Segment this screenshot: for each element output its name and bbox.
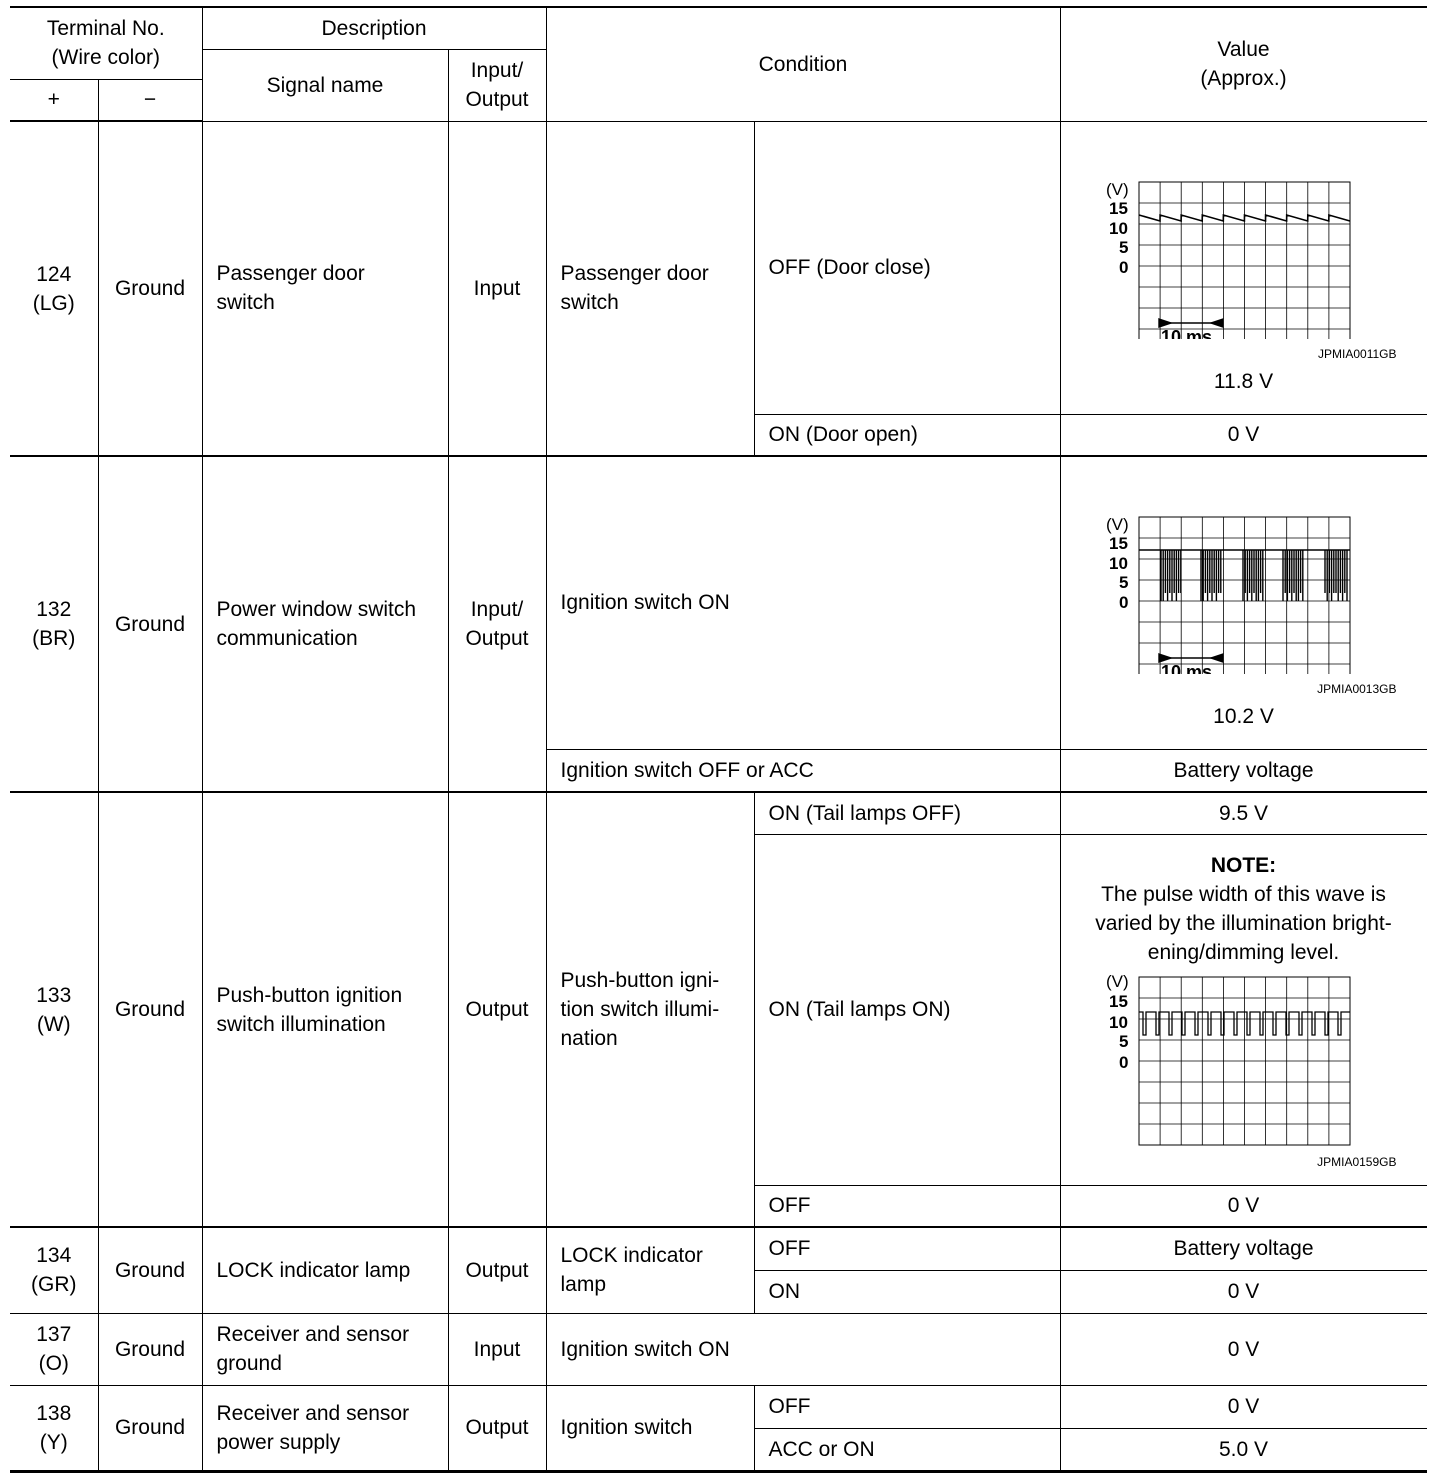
- signal-124: Passenger door switch: [202, 121, 448, 456]
- io-134: Output: [448, 1227, 546, 1313]
- waveform-124: [1061, 139, 1427, 361]
- value-124-off: [1060, 121, 1427, 414]
- wave-y5-133: 5: [1118, 1031, 1128, 1051]
- sub-condition-138-off: OFF: [754, 1385, 1060, 1428]
- terminal-134: 134 (GR): [10, 1227, 98, 1313]
- header-signal-name: Signal name: [202, 49, 448, 121]
- waveform-trace-124: [1139, 215, 1350, 221]
- ground-132: Ground: [98, 456, 202, 792]
- sub-condition-133-tail-on: ON (Tail lamps ON): [754, 834, 1060, 1185]
- wave-y15-124: 15: [1108, 199, 1128, 218]
- wave-y10-124: 10: [1108, 219, 1128, 238]
- waveform-chart-133: [1061, 967, 1427, 1147]
- value-134-on: 0 V: [1060, 1270, 1427, 1313]
- value-text-132: 10.2 V: [1213, 705, 1274, 729]
- terminal-table-sheet: [10, 6, 1427, 1473]
- signal-134: LOCK indicator lamp: [202, 1227, 448, 1313]
- io-138: Output: [448, 1385, 546, 1471]
- io-137: Input: [448, 1313, 546, 1385]
- header-condition: Condition: [546, 7, 1060, 121]
- io-133: Output: [448, 792, 546, 1227]
- wave-y0-133: 0: [1118, 1052, 1128, 1072]
- ground-124: Ground: [98, 121, 202, 456]
- value-133-tail-off: 9.5 V: [1060, 792, 1427, 834]
- figure-code-133: JPMIA0159GB: [1317, 1154, 1397, 1169]
- terminal-table: [10, 6, 1427, 1473]
- value-132-on: [1060, 456, 1427, 749]
- ground-134: Ground: [98, 1227, 202, 1313]
- header-description: Description: [202, 7, 546, 49]
- header-minus: −: [98, 79, 202, 121]
- note-line-3: ening/dimming level.: [1147, 940, 1340, 964]
- ground-138: Ground: [98, 1385, 202, 1471]
- figure-code-132: JPMIA0013GB: [1317, 682, 1397, 697]
- condition-137: Ignition switch ON: [546, 1313, 1060, 1385]
- terminal-133: 133 (W): [10, 792, 98, 1227]
- wave-y0-124: 0: [1118, 258, 1128, 277]
- condition-138: Ignition switch: [546, 1385, 754, 1471]
- io-132: Input/ Output: [448, 456, 546, 792]
- waveform-132: [1061, 474, 1427, 696]
- header-terminal-no: Terminal No. (Wire color): [10, 7, 202, 79]
- header-input-output: Input/ Output: [448, 49, 546, 121]
- signal-133: Push-button ignition switch illumination: [202, 792, 448, 1227]
- header-value: Value (Approx.): [1060, 7, 1427, 121]
- sub-condition-133-tail-off: ON (Tail lamps OFF): [754, 792, 1060, 834]
- condition-134: LOCK indicator lamp: [546, 1227, 754, 1313]
- wave-y15-132: 15: [1108, 534, 1128, 554]
- value-134-off: Battery voltage: [1060, 1227, 1427, 1270]
- wave-y5-124: 5: [1118, 238, 1128, 257]
- value-133-tail-on: [1060, 834, 1427, 1185]
- condition-132-off: Ignition switch OFF or ACC: [546, 749, 1060, 792]
- value-133-off: 0 V: [1060, 1185, 1427, 1227]
- signal-137: Receiver and sensor ground: [202, 1313, 448, 1385]
- sub-condition-133-off: OFF: [754, 1185, 1060, 1227]
- value-124-on: 0 V: [1060, 414, 1427, 456]
- wave-y5-132: 5: [1118, 573, 1128, 593]
- value-132-off: Battery voltage: [1060, 749, 1427, 792]
- wave-unit-132: (V): [1105, 515, 1129, 535]
- time-scale-arrow-124: [1159, 319, 1223, 327]
- condition-132-on: Ignition switch ON: [546, 456, 1060, 749]
- waveform-chart-132: [1061, 474, 1427, 674]
- wave-time-132: 10 ms: [1160, 662, 1212, 675]
- header-plus: +: [10, 79, 98, 121]
- note-line-2: varied by the illumination bright-: [1095, 911, 1392, 935]
- wave-unit-124: (V): [1105, 180, 1129, 199]
- sub-condition-138-acc-on: ACC or ON: [754, 1428, 1060, 1471]
- ground-133: Ground: [98, 792, 202, 1227]
- terminal-132: 132 (BR): [10, 456, 98, 792]
- figure-code-124: JPMIA0011GB: [1318, 347, 1397, 361]
- signal-132: Power window switch communication: [202, 456, 448, 792]
- condition-133: Push-button igni- tion switch illumi- nation: [546, 792, 754, 1227]
- value-text-124: 11.8 V: [1213, 370, 1274, 393]
- sub-condition-124-on: ON (Door open): [754, 414, 1060, 456]
- io-124: Input: [448, 121, 546, 456]
- value-138-acc-on: 5.0 V: [1060, 1428, 1427, 1471]
- wave-time-124: 10 ms: [1160, 327, 1212, 339]
- value-137: 0 V: [1060, 1313, 1427, 1385]
- note-line-1: The pulse width of this wave is: [1101, 882, 1386, 906]
- terminal-124: 124 (LG): [10, 121, 98, 456]
- sub-condition-124-off: OFF (Door close): [754, 121, 1060, 414]
- wave-y10-132: 10: [1108, 554, 1128, 574]
- waveform-chart-124: [1061, 139, 1427, 339]
- wave-y15-133: 15: [1108, 991, 1128, 1011]
- note-block: [1061, 851, 1427, 967]
- wave-y10-133: 10: [1108, 1012, 1128, 1032]
- waveform-133: [1061, 967, 1427, 1169]
- time-scale-arrow-132: [1159, 654, 1223, 662]
- ground-137: Ground: [98, 1313, 202, 1385]
- note-title: NOTE:: [1210, 853, 1277, 877]
- wave-unit-133: (V): [1105, 971, 1129, 991]
- wave-y0-132: 0: [1118, 593, 1128, 613]
- terminal-138: 138 (Y): [10, 1385, 98, 1471]
- terminal-137: 137 (O): [10, 1313, 98, 1385]
- sub-condition-134-off: OFF: [754, 1227, 1060, 1270]
- signal-138: Receiver and sensor power supply: [202, 1385, 448, 1471]
- condition-124: Passenger door switch: [546, 121, 754, 456]
- value-138-off: 0 V: [1060, 1385, 1427, 1428]
- sub-condition-134-on: ON: [754, 1270, 1060, 1313]
